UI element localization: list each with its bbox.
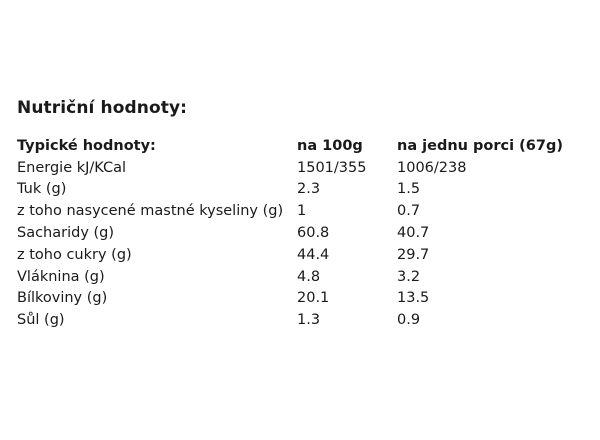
- table-header-row: [17, 135, 563, 157]
- value-per-100g: 1.3: [297, 312, 321, 329]
- table-row-energy: [17, 157, 563, 179]
- value-per-100g: 2.3: [297, 181, 321, 198]
- nutrient-name: Sacharidy (g): [17, 225, 115, 242]
- nutrient-name: z toho nasycené mastné kyseliny (g): [17, 203, 284, 220]
- nutrient-name: Vláknina (g): [17, 268, 105, 285]
- value-per-100g: 20.1: [297, 290, 330, 307]
- header-typical-values: Typické hodnoty:: [17, 137, 156, 154]
- value-per-100g: 1501/355: [297, 159, 367, 176]
- value-per-100g: 1: [297, 203, 307, 220]
- nutrient-name: Bílkoviny (g): [17, 290, 108, 307]
- value-per-serving: 0.9: [397, 312, 421, 329]
- table-row-fat: [17, 179, 563, 201]
- value-per-100g: 4.8: [297, 268, 321, 285]
- value-per-100g: 60.8: [297, 225, 330, 242]
- value-per-100g: 44.4: [297, 246, 330, 263]
- table-row-sugars: [17, 244, 563, 266]
- table-row-carbohydrates: [17, 222, 563, 244]
- value-per-serving: 1006/238: [397, 159, 467, 176]
- value-per-serving: 0.7: [397, 203, 421, 220]
- nutrition-table: [17, 135, 563, 331]
- nutrient-name: Sůl (g): [17, 312, 65, 329]
- table-row-protein: [17, 288, 563, 310]
- table-row-saturated-fat: [17, 200, 563, 222]
- table-row-salt: [17, 309, 563, 331]
- value-per-serving: 40.7: [397, 225, 430, 242]
- nutrient-name: z toho cukry (g): [17, 246, 132, 263]
- nutrient-name: Tuk (g): [17, 181, 67, 198]
- value-per-serving: 29.7: [397, 246, 430, 263]
- value-per-serving: 13.5: [397, 290, 430, 307]
- value-per-serving: 1.5: [397, 181, 421, 198]
- nutrient-name: Energie kJ/KCal: [17, 159, 127, 176]
- nutrition-heading: Nutriční hodnoty:: [17, 98, 188, 118]
- value-per-serving: 3.2: [397, 268, 421, 285]
- table-row-fiber: [17, 266, 563, 288]
- header-per-serving: na jednu porci (67g): [397, 137, 563, 154]
- header-per-100g: na 100g: [297, 137, 363, 154]
